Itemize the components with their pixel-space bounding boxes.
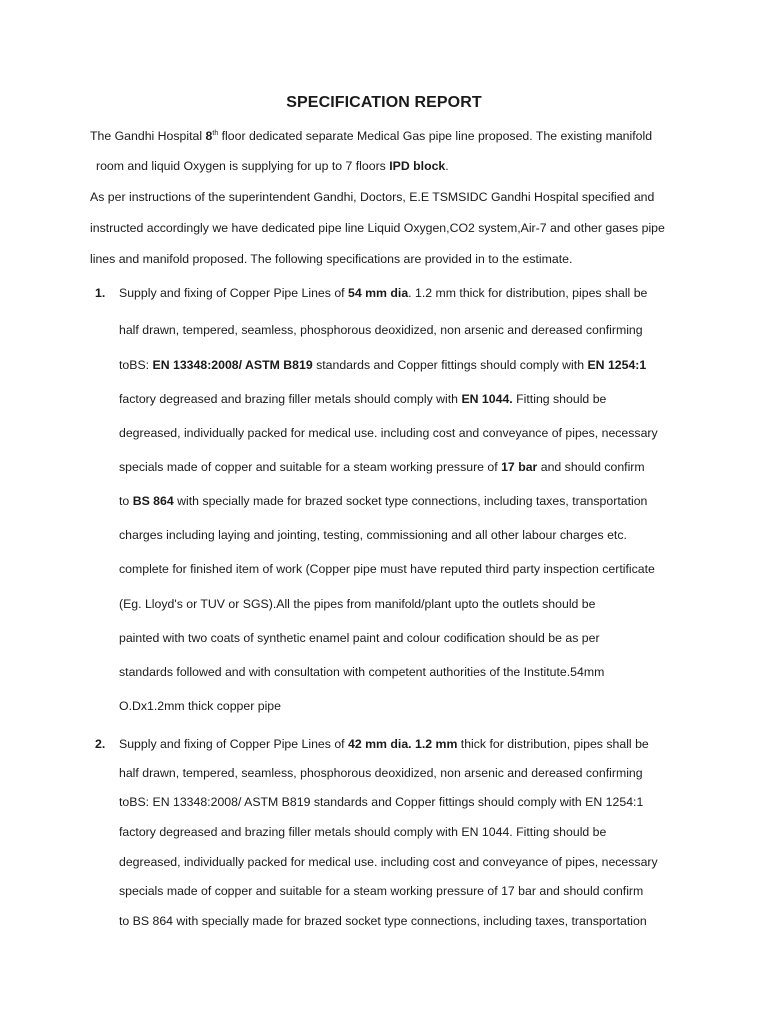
ipd-block-text: IPD block	[389, 159, 446, 173]
item-2-number: 2.	[95, 737, 106, 751]
item-text: factory degreased and brazing filler metals should comply with	[119, 392, 462, 406]
item-2-line: factory degreased and brazing filler metals should comply with EN 1044. Fitting should be	[119, 825, 607, 839]
item-2-line: to BS 864 with specially made for brazed socket type connections, including taxes, transportation	[119, 914, 647, 928]
pipe-diameter: 42 mm dia. 1.2 mm	[348, 737, 458, 751]
intro-line-1	[90, 128, 652, 144]
item-text: toBS:	[119, 358, 153, 372]
intro-text: floor dedicated separate Medical Gas pipe line proposed. The existing manifold	[218, 129, 653, 143]
item-1-line	[119, 459, 645, 475]
item-text: and should confirm	[537, 460, 645, 474]
intro-line-3: As per instructions of the superintendent Gandhi, Doctors, E.E TSMSIDC Gandhi Hospital specified and	[90, 190, 655, 204]
page-title: SPECIFICATION REPORT	[286, 94, 482, 111]
item-text: . 1.2 mm thick for distribution, pipes shall be	[408, 286, 648, 300]
item-2-line: specials made of copper and suitable for a steam working pressure of 17 bar and should confirm	[119, 884, 644, 898]
standard-ref: EN 1254:1	[587, 358, 647, 372]
item-1-line: complete for finished item of work (Copper pipe must have reputed third party inspection certificate	[119, 562, 655, 576]
item-1-line: charges including laying and jointing, testing, commissioning and all other labour charges etc.	[119, 528, 627, 542]
intro-line-5: lines and manifold proposed. The following specifications are provided in to the estimate.	[90, 252, 573, 266]
standard-ref: EN 13348:2008/ ASTM B819	[152, 358, 313, 372]
intro-text: The Gandhi Hospital	[90, 129, 206, 143]
pipe-diameter: 54 mm dia	[348, 286, 409, 300]
standard-ref: BS 864	[132, 494, 174, 508]
intro-line-2	[96, 158, 449, 174]
item-text: specials made of copper and suitable for a steam working pressure of	[119, 460, 502, 474]
item-1-line: degreased, individually packed for medical use. including cost and conveyance of pipes, necessary	[119, 426, 658, 440]
intro-line-4: instructed accordingly we have dedicated pipe line Liquid Oxygen,CO2 system,Air-7 and other gases pipe	[90, 221, 665, 235]
item-2-line	[119, 736, 649, 752]
item-text: Supply and fixing of Copper Pipe Lines of	[119, 286, 349, 300]
item-1-line: half drawn, tempered, seamless, phosphorous deoxidized, non arsenic and dereased confirming	[119, 323, 643, 337]
item-1-line: O.Dx1.2mm thick copper pipe	[119, 699, 281, 713]
item-text: with specially made for brazed socket type connections, including taxes, transportation	[173, 494, 648, 508]
item-text: to	[119, 494, 133, 508]
item-1-line	[119, 285, 647, 301]
ordinal-suffix: th	[212, 129, 219, 137]
item-1-line	[119, 493, 647, 509]
item-text: thick for distribution, pipes shall be	[457, 737, 649, 751]
item-1-line: standards followed and with consultation with competent authorities of the Institute.54mm	[119, 665, 605, 679]
intro-text: room and liquid Oxygen is supplying for up to 7 floors	[96, 159, 390, 173]
item-1-line	[119, 391, 606, 407]
item-text: standards and Copper fittings should comply with	[312, 358, 588, 372]
item-1-number: 1.	[95, 286, 106, 300]
item-1-line: (Eg. Lloyd's or TUV or SGS).All the pipes from manifold/plant upto the outlets should be	[119, 597, 596, 611]
pressure-value: 17 bar	[501, 460, 538, 474]
item-text: Fitting should be	[512, 392, 607, 406]
item-2-line: half drawn, tempered, seamless, phosphorous deoxidized, non arsenic and dereased confirming	[119, 766, 643, 780]
floor-number: 8	[205, 129, 213, 143]
item-1-line	[119, 357, 646, 373]
item-text: Supply and fixing of Copper Pipe Lines of	[119, 737, 349, 751]
intro-text: .	[445, 159, 449, 173]
item-1-line: painted with two coats of synthetic enamel paint and colour codification should be as per	[119, 631, 600, 645]
standard-ref: EN 1044.	[461, 392, 513, 406]
item-2-line: degreased, individually packed for medical use. including cost and conveyance of pipes, necessary	[119, 855, 658, 869]
item-2-line: toBS: EN 13348:2008/ ASTM B819 standards and Copper fittings should comply with EN 1254:1	[119, 795, 644, 809]
